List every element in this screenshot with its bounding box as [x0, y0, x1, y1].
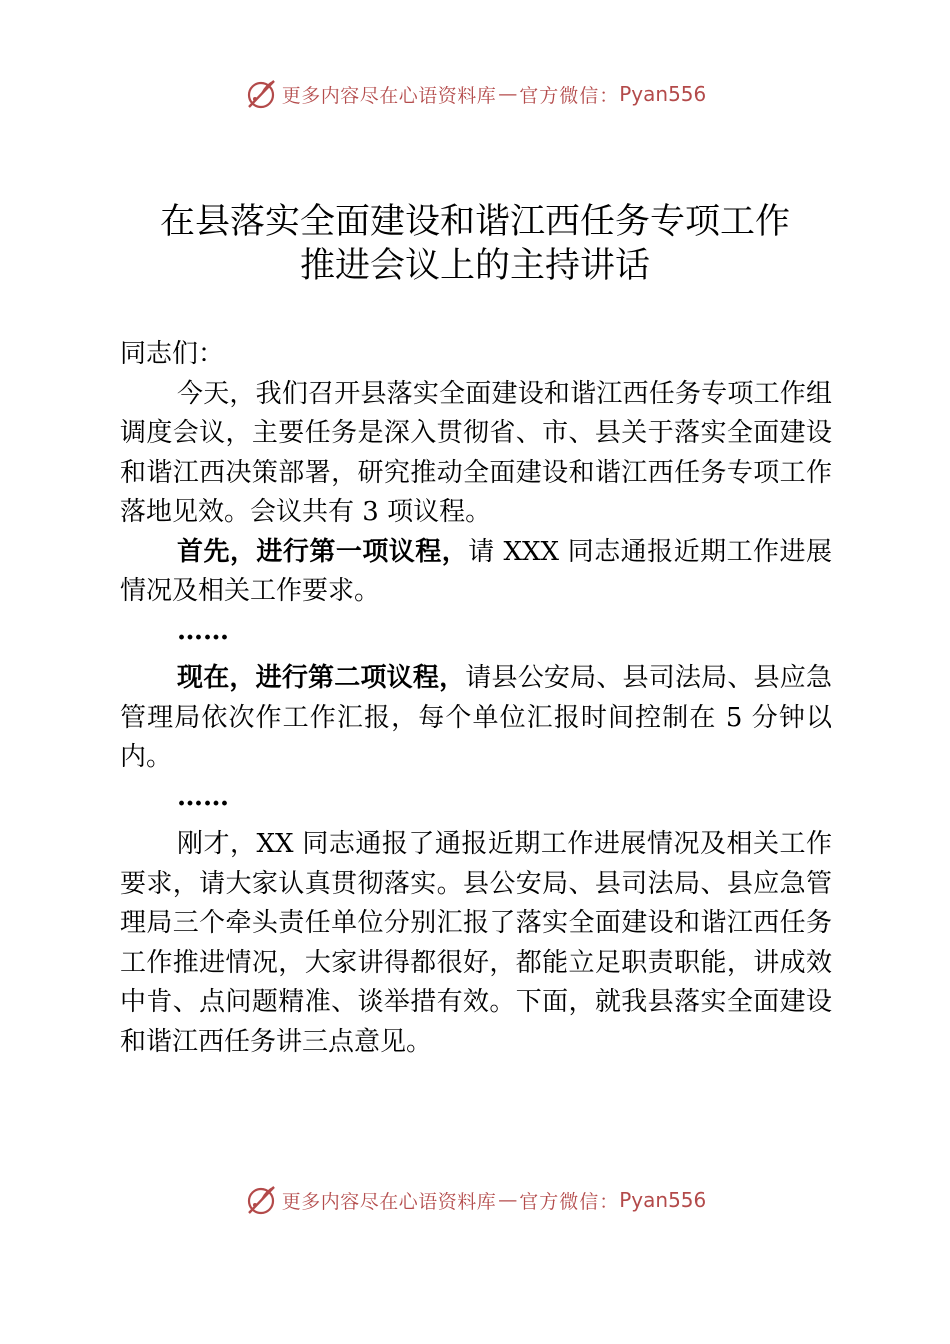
watermark-text: 更多内容尽在心语资料库 [281, 1190, 497, 1213]
footer-watermark [0, 1180, 950, 1220]
watermark-text: 更多内容尽在心语资料库 [281, 84, 497, 107]
watermark-dash: — [498, 83, 518, 105]
paragraph-agenda-2 [120, 659, 832, 778]
paragraph-intro: 今天，我们召开县落实全面建设和谐江西任务专项工作组调度会议，主要任务是深入贯彻省、市、县关于落实全面建设和谐江西决策部署，研究推动全面建设和谐江西任务专项工作落地见效。会议共有 3 项议程。 [120, 378, 832, 527]
watermark-wechat-id: Pyan556 [619, 82, 707, 106]
document-title [0, 200, 950, 288]
watermark-wechat-label: 官方微信： [519, 84, 620, 107]
header-watermark [0, 74, 950, 114]
watermark-wechat-label: 官方微信： [519, 1190, 620, 1213]
ellipsis-2: …… [177, 781, 229, 812]
salutation: 同志们： [120, 339, 225, 369]
ellipsis-1: …… [177, 615, 229, 646]
watermark-dash: — [498, 1189, 518, 1211]
paragraph-summary: 刚才，XX 同志通报了通报近期工作进展情况及相关工作要求，请大家认真贯彻落实。县公安局、县司法局、县应急管理局三个牵头责任单位分别汇报了落实全面建设和谐江西任务工作推进情况，大家讲得都很好，都能立足职责职能，讲成效中肯、点问题精准、谈举措有效。下面，就我县落实全面建设和谐江西任务讲三点意见。 [120, 829, 832, 1057]
agenda-2-heading: 现在，进行第二项议程， [177, 663, 466, 693]
agenda-1-heading: 首先，进行第一项议程， [177, 536, 469, 567]
watermark-wechat-id: Pyan556 [619, 1188, 707, 1212]
quill-logo-icon [244, 77, 278, 111]
document-body [120, 335, 832, 1062]
quill-logo-icon [244, 1183, 278, 1217]
agenda-2-text: 请县公安局、县司法局、县应急管理局依次作工作汇报，每个单位汇报时间控制在 5 分钟以内。 [120, 663, 832, 772]
agenda-1-text: 请 XXX 同志通报近期工作进展情况及相关工作要求。 [120, 536, 832, 606]
paragraph-agenda-1 [120, 533, 832, 612]
title-line-2: 推进会议上的主持讲话 [299, 246, 650, 286]
title-line-1: 在县落实全面建设和谐江西任务专项工作 [159, 202, 790, 242]
